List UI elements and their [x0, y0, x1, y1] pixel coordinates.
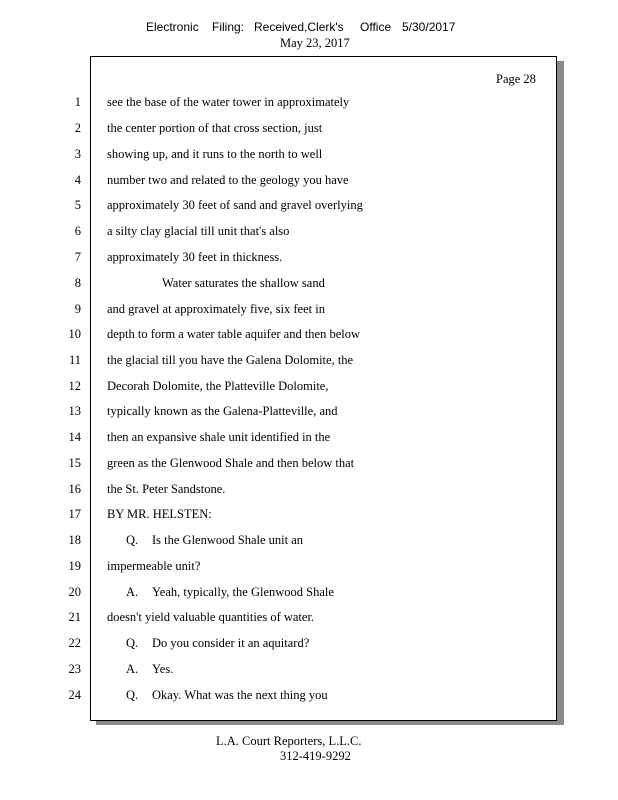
transcript-line	[0, 688, 618, 708]
transcript-line	[0, 404, 618, 424]
line-text: typically known as the Galena-Platteville, and	[107, 404, 338, 418]
transcript-line	[0, 353, 618, 373]
transcript-line	[0, 121, 618, 141]
transcript-line	[0, 585, 618, 605]
stamp-word: Office	[360, 20, 392, 34]
line-number: 18	[68, 533, 81, 547]
line-number: 4	[74, 173, 81, 187]
line-text	[126, 533, 303, 548]
line-text	[126, 662, 173, 677]
line-text: Water saturates the shallow sand	[162, 276, 325, 290]
transcript-line	[0, 430, 618, 450]
transcript-line	[0, 456, 618, 476]
page-number: Page 28	[496, 72, 536, 86]
line-text: the glacial till you have the Galena Dolomite, the	[107, 353, 354, 367]
line-number: 13	[68, 404, 81, 418]
qa-marker: A.	[126, 662, 139, 676]
line-number: 22	[68, 636, 81, 650]
transcript-line	[0, 250, 618, 270]
transcript-line	[0, 302, 618, 322]
line-text: number two and related to the geology you have	[107, 173, 349, 187]
line-number: 12	[68, 379, 81, 393]
qa-marker: Q.	[126, 533, 139, 547]
qa-marker: A.	[126, 585, 139, 599]
line-number: 15	[68, 456, 81, 470]
line-number: 23	[68, 662, 81, 676]
line-number: 19	[68, 559, 81, 573]
footer-company: L.A. Court Reporters, L.L.C.	[216, 734, 362, 748]
transcript-line	[0, 610, 618, 630]
line-number: 2	[74, 121, 81, 135]
transcript-line	[0, 95, 618, 115]
line-number: 9	[74, 302, 81, 316]
transcript-line	[0, 198, 618, 218]
transcript-line	[0, 559, 618, 579]
line-number: 10	[68, 327, 81, 341]
stamp-word: Filing:	[212, 20, 245, 34]
line-number: 7	[74, 250, 81, 264]
line-text: and gravel at approximately five, six feet in	[107, 302, 325, 316]
line-number: 3	[74, 147, 81, 161]
line-text: then an expansive shale unit identified in the	[107, 430, 331, 444]
line-text: the center portion of that cross section, just	[107, 121, 323, 135]
transcript-line	[0, 379, 618, 399]
transcript-line	[0, 147, 618, 167]
stamp-word: Received,Clerk's	[254, 20, 344, 34]
line-text	[126, 688, 328, 703]
line-text: green as the Glenwood Shale and then below that	[107, 456, 355, 470]
qa-text: Yes.	[152, 662, 174, 676]
line-text: the St. Peter Sandstone.	[107, 482, 226, 496]
transcript-line	[0, 224, 618, 244]
line-text: showing up, and it runs to the north to well	[107, 147, 323, 161]
transcript-line	[0, 662, 618, 682]
stamp-word: 5/30/2017	[402, 20, 456, 34]
transcript-line	[0, 482, 618, 502]
qa-text: Is the Glenwood Shale unit an	[152, 533, 304, 547]
qa-marker: Q.	[126, 636, 139, 650]
line-number: 6	[74, 224, 81, 238]
transcript-line	[0, 276, 618, 296]
line-text: depth to form a water table aquifer and then below	[107, 327, 361, 341]
line-number: 24	[68, 688, 81, 702]
line-text: Decorah Dolomite, the Platteville Dolomite,	[107, 379, 329, 393]
qa-text: Do you consider it an aquitard?	[152, 636, 310, 650]
line-number: 21	[68, 610, 81, 624]
line-text: see the base of the water tower in approximately	[107, 95, 350, 109]
line-number: 1	[74, 95, 81, 109]
transcript-line	[0, 507, 618, 527]
qa-marker: Q.	[126, 688, 139, 702]
transcript-line	[0, 327, 618, 347]
footer-phone: 312-419-9292	[280, 749, 351, 763]
line-text: BY MR. HELSTEN:	[107, 507, 212, 521]
line-number: 17	[68, 507, 81, 521]
header-date: May 23, 2017	[280, 36, 350, 50]
line-text: approximately 30 feet in thickness.	[107, 250, 283, 264]
line-text	[126, 636, 309, 651]
line-text: doesn't yield valuable quantities of water.	[107, 610, 315, 624]
line-text	[126, 585, 334, 600]
qa-text: Okay. What was the next thing you	[152, 688, 328, 702]
line-number: 16	[68, 482, 81, 496]
transcript-line	[0, 636, 618, 656]
transcript-line	[0, 173, 618, 193]
transcript-line	[0, 533, 618, 553]
line-number: 14	[68, 430, 81, 444]
qa-text: Yeah, typically, the Glenwood Shale	[152, 585, 334, 599]
stamp-word: Electronic	[146, 20, 199, 34]
line-number: 20	[68, 585, 81, 599]
line-text: a silty clay glacial till unit that's also	[107, 224, 290, 238]
line-text: approximately 30 feet of sand and gravel overlying	[107, 198, 363, 212]
line-number: 8	[74, 276, 81, 290]
line-text: impermeable unit?	[107, 559, 201, 573]
line-number: 11	[68, 353, 81, 367]
line-number: 5	[74, 198, 81, 212]
